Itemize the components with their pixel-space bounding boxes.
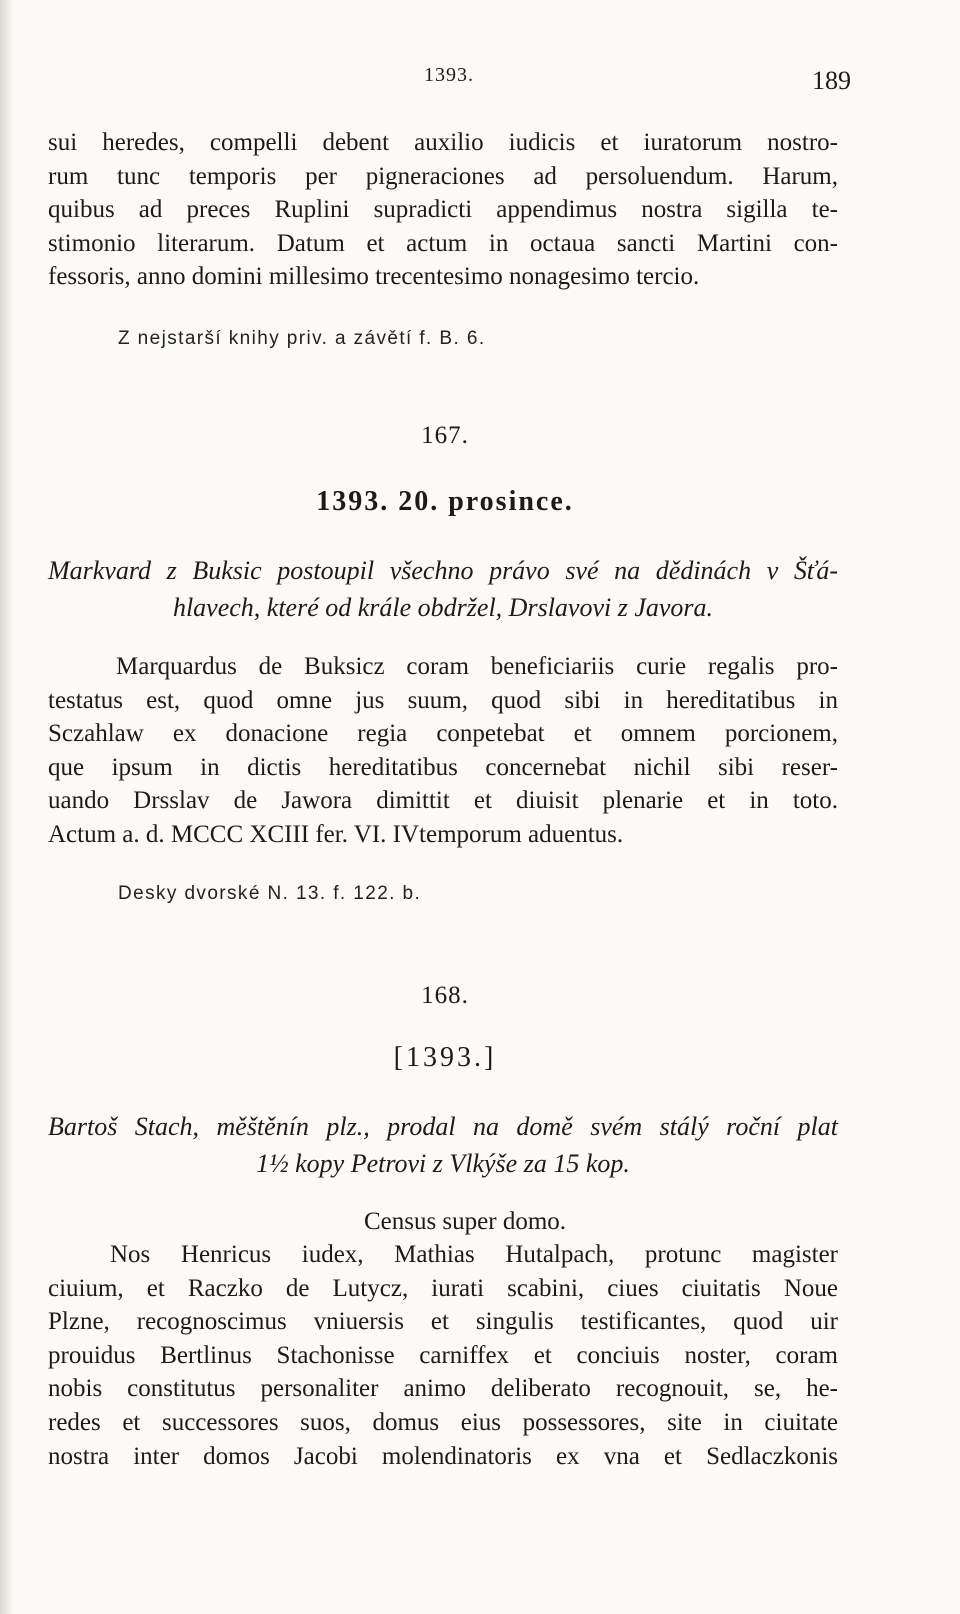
source-note: Desky dvorské N. 13. f. 122. b. <box>118 883 422 904</box>
text-line: Actum a. d. MCCC XCIII fer. VI. IVtemporum aduentus. <box>48 820 624 848</box>
text-line: stimonio literarum. Datum et actum in octaua sancti Martini con- <box>48 229 838 257</box>
document-date: [1393.] <box>393 1042 497 1073</box>
regest-summary <box>48 552 838 626</box>
page-header <box>0 62 960 96</box>
text-line: redes et successores suos, domus eius possessores, site in ciuitate <box>48 1408 838 1436</box>
document-number: 167. <box>421 422 469 449</box>
text-line: Nos Henricus iudex, Mathias Hutalpach, protunc magister <box>110 1241 838 1268</box>
regest-line: Markvard z Buksic postoupil všechno právo své na dědinách v Šťá- <box>48 556 838 585</box>
text-line: Sczahlaw ex donacione regia conpetebat et omnem porcionem, <box>48 720 838 748</box>
text-line: fessoris, anno domini millesimo trecentesimo nonagesimo tercio. <box>48 263 700 291</box>
text-line: uando Drsslav de Jawora dimittit et diuisit plenarie et in toto. <box>48 787 838 815</box>
text-line: nobis constitutus personaliter animo deliberato recognouit, se, he- <box>48 1375 838 1403</box>
text-line: prouidus Bertlinus Stachonisse carniffex et conciuis noster, coram <box>48 1341 838 1369</box>
text-line: ciuium, et Raczko de Lutycz, iurati scabini, ciues ciuitatis Noue <box>48 1274 838 1302</box>
text-line: Marquardus de Buksicz coram beneficiariis curie regalis pro- <box>116 653 838 680</box>
text-line: testatus est, quod omne jus suum, quod sibi in hereditatibus in <box>48 686 838 714</box>
regest-summary <box>48 1108 838 1182</box>
document-number: 168. <box>421 982 469 1009</box>
document-text <box>48 1238 838 1473</box>
regest-line: 1½ kopy Petrovi z Vlkýše za 15 kop. <box>256 1149 630 1178</box>
page-edge-shadow <box>0 0 14 1614</box>
text-line: sui heredes, compelli debent auxilio iudicis et iuratorum nostro- <box>48 129 838 156</box>
text-line: nostra inter domos Jacobi molendinatoris ex vna et Sedlaczkonis <box>48 1442 838 1470</box>
text-line: rum tunc temporis per pigneraciones ad persoluendum. Harum, <box>48 162 838 190</box>
source-note: Z nejstarší knihy priv. a závětí f. B. 6. <box>118 328 486 349</box>
text-line: Plzne, recognoscimus vniuersis et singulis testificantes, quod uir <box>48 1308 838 1336</box>
document-heading: Census super domo. <box>363 1208 567 1235</box>
document-text <box>48 650 838 852</box>
document-date: 1393. 20. prosince. <box>316 486 574 517</box>
running-head-year: 1393. <box>424 64 474 86</box>
text-line: quibus ad preces Ruplini supradicti appendimus nostra sigilla te- <box>48 196 838 224</box>
text-line: que ipsum in dictis hereditatibus concernebat nichil sibi reser- <box>48 753 838 781</box>
intro-paragraph <box>48 126 838 294</box>
page-number: 189 <box>812 66 851 95</box>
regest-line: hlavech, které od krále obdržel, Drslavovi z Javora. <box>172 593 714 622</box>
regest-line: Bartoš Stach, měštěnín plz., prodal na domě svém stálý roční plat <box>48 1112 838 1141</box>
